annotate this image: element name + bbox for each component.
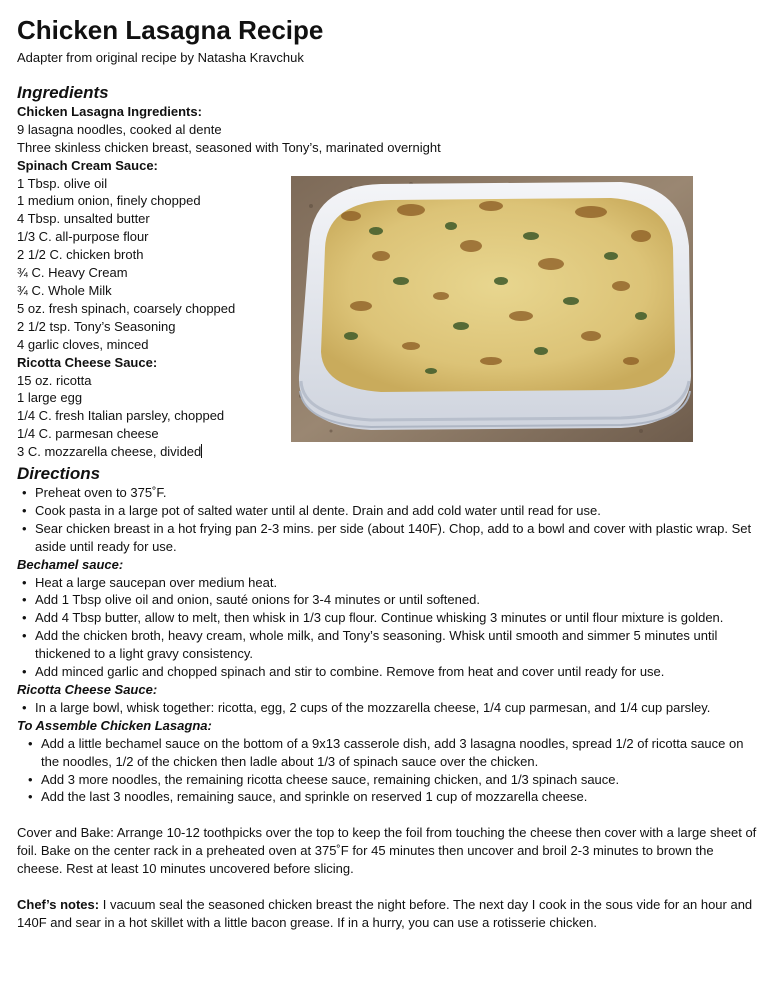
ingredient-item: 2 1/2 C. chicken broth <box>17 247 144 263</box>
direction-step: • Add a little bechamel sauce on the bottom of a 9x13 casserole dish, add 3 lasagna noodles, spread 1/2 of ricotta sauce on the noodles, 1/2 of the chicken then ladle about 1/3 of spinach sauce over the chicken. <box>41 735 757 771</box>
ingredient-item: Three skinless chicken breast, seasoned with Tony’s, marinated overnight <box>17 139 441 155</box>
ingredient-item: 4 garlic cloves, minced <box>17 336 149 352</box>
ricotta-steps-list <box>17 699 757 717</box>
lasagna-photo-icon <box>291 176 693 442</box>
assemble-steps-list <box>17 735 757 807</box>
ingredient-item: 9 lasagna noodles, cooked al dente <box>17 121 222 137</box>
ingredient-item: 1 medium onion, finely chopped <box>17 193 201 209</box>
directions-heading: Directions <box>17 464 101 484</box>
chefs-notes-text: I vacuum seal the seasoned chicken breast the night before. The next day I cook in the sous vide for an hour and 140F and sear in a hot skillet with a little bacon grease. If in a hurry, you can use a rotisserie chicken. <box>17 897 753 930</box>
chefs-notes-paragraph <box>17 896 757 932</box>
direction-step: • Heat a large saucepan over medium heat. <box>35 574 757 592</box>
ingredient-item: 1 large egg <box>17 390 83 406</box>
direction-step: • Add minced garlic and chopped spinach and stir to combine. Remove from heat and cover until ready for use. <box>35 663 757 681</box>
section-label-assemble: To Assemble Chicken Lasagna: <box>17 717 212 733</box>
direction-step: • Preheat oven to 375˚F. <box>35 484 757 502</box>
section-label-bechamel: Bechamel sauce: <box>17 556 124 572</box>
chefs-notes-label: Chef’s notes: <box>17 897 100 913</box>
ingredient-item: 2 1/2 tsp. Tony’s Seasoning <box>17 318 176 334</box>
text-cursor <box>201 444 202 458</box>
ingredient-item: 15 oz. ricotta <box>17 372 92 388</box>
ingredient-item: 1/4 C. parmesan cheese <box>17 426 159 442</box>
intro-steps-list <box>17 484 757 556</box>
section-label-ricotta: Ricotta Cheese Sauce: <box>17 682 158 697</box>
ingredient-item: 3 C. mozzarella cheese, divided <box>17 444 202 460</box>
direction-step: • Add the last 3 noodles, remaining sauce, and sprinkle on reserved 1 cup of mozzarella cheese. <box>41 788 757 806</box>
direction-step: • Sear chicken breast in a hot frying pan 2-3 mins. per side (about 140F). Chop, add to a bowl and cover with plastic wrap. Set aside until ready for use. <box>35 520 757 556</box>
ingredient-item: ¾ C. Whole Milk <box>17 282 112 298</box>
cover-and-bake-paragraph: Cover and Bake: Arrange 10-12 toothpicks over the top to keep the foil from touching the cheese then cover with a large sheet of foil. Bake on the center rack in a preheated oven at 375˚F for 45 minutes then uncover and broil 2-3 minutes to brown the cheese. Rest at least 10 minutes uncovered before slicing. <box>17 825 757 877</box>
bechamel-steps-list <box>17 574 757 681</box>
ingredient-group-chicken <box>17 103 757 157</box>
ingredient-item: 1/4 C. fresh Italian parsley, chopped <box>17 408 225 424</box>
page-title: Chicken Lasagna Recipe <box>17 15 324 45</box>
ingredient-item: 1/3 C. all-purpose flour <box>17 229 149 245</box>
ingredient-group-label: Chicken Lasagna Ingredients: <box>17 103 202 119</box>
subtitle: Adapter from original recipe by Natasha Kravchuk <box>17 50 304 65</box>
direction-step: • Add the chicken broth, heavy cream, whole milk, and Tony’s seasoning. Whisk until smooth and simmer 5 minutes until thickened to a light gravy consistency. <box>35 627 757 663</box>
direction-step: • Add 4 Tbsp butter, allow to melt, then whisk in 1/3 cup flour. Continue whisking 3 minutes or until flour mixture is golden. <box>35 609 757 627</box>
direction-step: • In a large bowl, whisk together: ricotta, egg, 2 cups of the mozzarella cheese, 1/4 cup parmesan, and 1/4 cup parsley. <box>35 699 757 717</box>
direction-step: • Add 1 Tbsp olive oil and onion, sauté onions for 3-4 minutes or until softened. <box>35 591 757 609</box>
ingredient-item-last <box>17 443 757 461</box>
ingredient-item: 5 oz. fresh spinach, coarsely chopped <box>17 300 236 316</box>
ingredient-group-label: Ricotta Cheese Sauce: <box>17 354 158 370</box>
direction-step: • Cook pasta in a large pot of salted water until al dente. Drain and add cold water until read for use. <box>35 502 757 520</box>
recipe-document <box>17 14 757 932</box>
direction-step: • Add 3 more noodles, the remaining ricotta cheese sauce, remaining chicken, and 1/3 spinach sauce. <box>41 771 757 789</box>
ingredient-item: 1 Tbsp. olive oil <box>17 175 108 191</box>
ingredient-item: 4 Tbsp. unsalted butter <box>17 211 150 227</box>
ingredient-group-label: Spinach Cream Sauce: <box>17 157 158 173</box>
ingredient-item: ¾ C. Heavy Cream <box>17 265 128 281</box>
ingredients-heading: Ingredients <box>17 82 109 102</box>
